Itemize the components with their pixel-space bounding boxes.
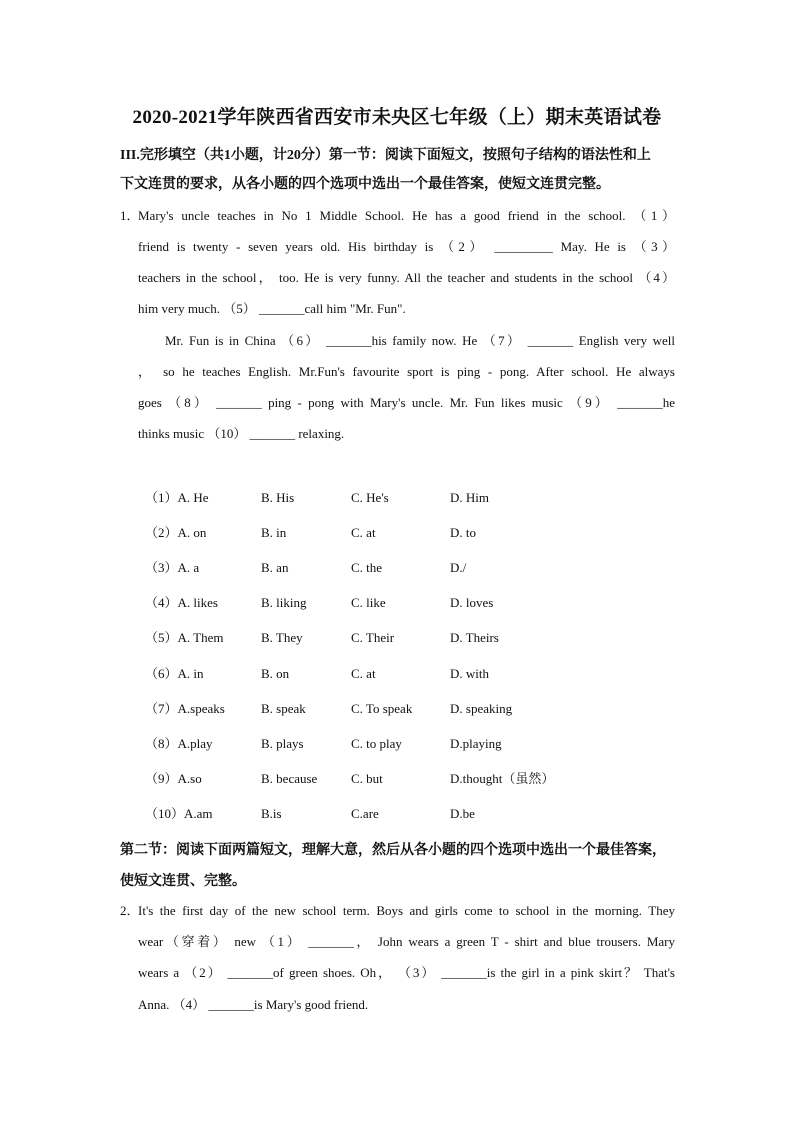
passage1-line: teachers in the school， too. He is very funny. All the teacher and students in the school （4） bbox=[138, 270, 675, 285]
option-c: C. to play bbox=[351, 736, 402, 751]
option-b: B.is bbox=[261, 806, 282, 821]
question-number-1: 1． bbox=[120, 208, 140, 223]
passage1-line: friend is twenty - seven years old. His birthday is （2） _________ May. He is （3） bbox=[138, 239, 675, 254]
passage1-line: Mary's uncle teaches in No 1 Middle School. He has a good friend in the school. （1） bbox=[138, 208, 675, 223]
option-d: D./ bbox=[450, 560, 467, 575]
option-b: B. plays bbox=[261, 736, 304, 751]
passage2-line: wears a （2） _______of green shoes. Oh， （3） _______is the girl in a pink skirt？ That's bbox=[138, 965, 675, 980]
option-d: D.playing bbox=[450, 736, 502, 751]
option-d: D.be bbox=[450, 806, 475, 821]
passage2-line: Anna. （4） _______is Mary's good friend. bbox=[138, 997, 369, 1012]
option-d: D. Theirs bbox=[450, 630, 499, 645]
option-a: （1）A. He bbox=[145, 490, 209, 505]
option-a: （10）A.am bbox=[145, 806, 213, 821]
option-a: （4）A. likes bbox=[145, 595, 218, 610]
option-c: C. like bbox=[351, 595, 386, 610]
option-d: D.thought（虽然） bbox=[450, 771, 555, 786]
option-a: （9）A.so bbox=[145, 771, 202, 786]
option-d: D. speaking bbox=[450, 701, 513, 716]
option-c: C. at bbox=[351, 525, 376, 540]
option-b: B. His bbox=[261, 490, 295, 505]
passage1-line: ， so he teaches English. Mr.Fun's favourite sport is ping - pong. After school. He always bbox=[138, 364, 675, 379]
option-b: B. on bbox=[261, 666, 290, 681]
section2-heading-line1: 第二节：阅读下面两篇短文，理解大意，然后从各小题的四个选项中选出一个最佳答案， bbox=[120, 843, 666, 858]
option-c: C.are bbox=[351, 806, 379, 821]
option-a: （8）A.play bbox=[145, 736, 213, 751]
option-d: D. Him bbox=[450, 490, 489, 505]
option-d: D. with bbox=[450, 666, 489, 681]
option-a: （7）A.speaks bbox=[145, 701, 225, 716]
passage2-line: It's the first day of the new school term. Boys and girls come to school in the morning. They bbox=[138, 903, 675, 918]
option-b: B. because bbox=[261, 771, 318, 786]
option-c: C. To speak bbox=[351, 701, 413, 716]
section1-heading-line2: 下文连贯的要求，从各小题的四个选项中选出一个最佳答案，使短文连贯完整。 bbox=[120, 177, 610, 192]
option-b: B. They bbox=[261, 630, 303, 645]
option-a: （6）A. in bbox=[145, 666, 204, 681]
question-number-2: 2． bbox=[120, 903, 140, 918]
option-b: B. an bbox=[261, 560, 289, 575]
option-c: C. Their bbox=[351, 630, 395, 645]
passage1-line: goes （8） _______ ping - pong with Mary's uncle. Mr. Fun likes music （9） _______he bbox=[138, 395, 675, 410]
passage1-line: him very much. （5） _______call him "Mr. Fun". bbox=[138, 301, 406, 316]
option-d: D. to bbox=[450, 525, 476, 540]
option-a: （3）A. a bbox=[145, 560, 200, 575]
option-c: C. He's bbox=[351, 490, 389, 505]
section1-heading-line1: III.完形填空（共1小题，计20分）第一节：阅读下面短文，按照句子结构的语法性和上 bbox=[120, 148, 651, 163]
option-c: C. but bbox=[351, 771, 383, 786]
passage2-line: wear（穿着） new （1） _______， John wears a green T - shirt and blue trousers. Mary bbox=[138, 934, 675, 949]
option-a: （5）A. Them bbox=[145, 630, 224, 645]
option-c: C. the bbox=[351, 560, 383, 575]
section2-heading-line2: 使短文连贯、完整。 bbox=[120, 874, 246, 889]
option-d: D. loves bbox=[450, 595, 494, 610]
option-c: C. at bbox=[351, 666, 376, 681]
passage1-line: Mr. Fun is in China （6） _______his family now. He （7） _______ English very well bbox=[165, 333, 675, 348]
option-a: （2）A. on bbox=[145, 525, 207, 540]
option-b: B. liking bbox=[261, 595, 307, 610]
page-title: 2020-2021学年陕西省西安市未央区七年级（上）期末英语试卷 bbox=[132, 107, 662, 128]
passage1-line: thinks music （10） _______ relaxing. bbox=[138, 426, 345, 441]
option-b: B. speak bbox=[261, 701, 306, 716]
option-b: B. in bbox=[261, 525, 287, 540]
